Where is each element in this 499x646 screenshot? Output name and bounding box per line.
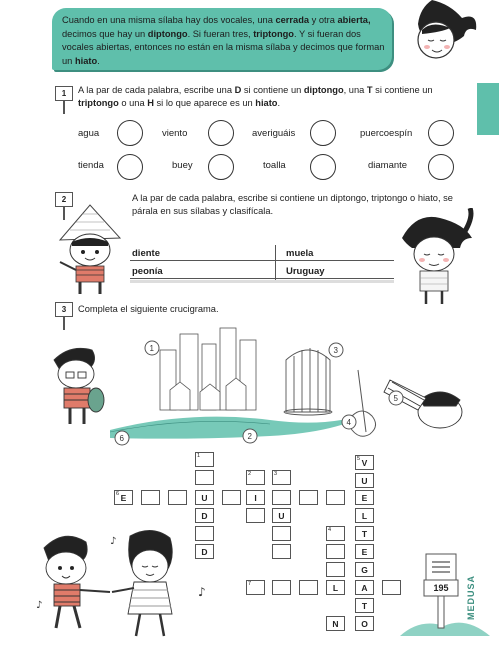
crossword-cell[interactable] (222, 490, 241, 505)
picture-number-1: 1 (149, 344, 154, 353)
crossword-cell[interactable] (168, 490, 187, 505)
brand-logo: MEDUSA (466, 574, 476, 620)
crossword-cell[interactable]: 3 (272, 470, 291, 485)
word-averiguais: averiguáis (252, 128, 296, 139)
page-number: 195 (433, 583, 449, 593)
crossword-cell[interactable] (326, 562, 345, 577)
crossword-cell[interactable]: I (246, 490, 265, 505)
picture-number-4: 4 (346, 418, 351, 427)
answer-circle-diamante[interactable] (428, 154, 454, 180)
crossword-cell[interactable]: T (355, 598, 374, 613)
crossword-cell[interactable] (195, 470, 214, 485)
crossword-cell[interactable]: 7 (246, 580, 265, 595)
svg-text:♪: ♪ (110, 536, 117, 547)
exercise-3-instruction: Completa el siguiente crucigrama. (78, 304, 219, 314)
picture-number-5: 5 (393, 394, 398, 403)
girl-illustration-top (392, 0, 482, 90)
crossword-cell[interactable] (326, 490, 345, 505)
crossword-cell[interactable]: A (355, 580, 374, 595)
word-diamante: diamante (368, 160, 408, 171)
svg-text:♪: ♪ (198, 585, 206, 599)
crossword-cell[interactable] (272, 490, 291, 505)
crossword-cell[interactable] (299, 490, 318, 505)
crossword-cell[interactable]: E (355, 490, 374, 505)
girl-illustration-right (392, 208, 477, 308)
crossword-cell[interactable]: D (195, 544, 214, 559)
svg-text:♪: ♪ (36, 600, 43, 611)
exercise-2-sign: 2 (55, 192, 73, 207)
crossword-cell[interactable]: 1 (195, 452, 214, 467)
crossword-cell[interactable]: E (355, 544, 374, 559)
exercise-2-instruction: A la par de cada palabra, escribe si contiene un diptongo, triptongo o hiato, se párala en sus sílabas y clasifícala. (132, 193, 453, 216)
crossword-cell[interactable]: L (326, 580, 345, 595)
answer-circle-puercoespin[interactable] (428, 120, 454, 146)
crossword-cell[interactable] (272, 526, 291, 541)
crossword-scene-illustration (40, 320, 480, 448)
table-bottom (130, 280, 394, 283)
picture-number-6: 6 (119, 434, 124, 443)
crossword-cell[interactable]: U (272, 508, 291, 523)
answer-circle-buey[interactable] (208, 154, 234, 180)
page-side-tab (477, 83, 499, 135)
crossword-cell[interactable] (326, 544, 345, 559)
picture-number-2: 2 (247, 432, 252, 441)
word-agua: agua (78, 128, 100, 139)
table-line (130, 260, 394, 261)
word-puercoespin: puercoespín (360, 128, 413, 139)
crossword-cell[interactable]: U (195, 490, 214, 505)
crossword-cell[interactable] (272, 544, 291, 559)
answer-circle-averiguais[interactable] (310, 120, 336, 146)
table-word-muela: muela (286, 248, 314, 259)
crossword-cell[interactable]: T (355, 526, 374, 541)
crossword-cell[interactable]: L (355, 508, 374, 523)
crossword-cell[interactable] (246, 508, 265, 523)
word-viento: viento (162, 128, 188, 139)
crossword-cell[interactable]: G (355, 562, 374, 577)
crossword-cell[interactable] (195, 526, 214, 541)
word-tienda: tienda (78, 160, 104, 171)
crossword-cell[interactable] (299, 580, 318, 595)
exercise-3-sign: 3 (55, 302, 73, 317)
crossword-cell[interactable] (382, 580, 401, 595)
crossword-cell[interactable] (272, 580, 291, 595)
table-line (130, 278, 394, 279)
callout-text: Cuando en una misma sílaba hay dos vocales, una cerrada y otra abierta, decimos que hay un diptongo. Si fueran tres, triptongo. Y si fueran dos vocales abiertas, entonces no están en la misma sílaba y decimos que forman un hiato. (62, 15, 385, 66)
crossword-cell[interactable]: 2 (246, 470, 265, 485)
table-word-peonia: peonía (132, 266, 163, 277)
crossword-cell[interactable]: N (326, 616, 345, 631)
answer-circle-viento[interactable] (208, 120, 234, 146)
answer-circle-tienda[interactable] (117, 154, 143, 180)
table-divider (275, 245, 276, 281)
word-buey: buey (172, 160, 193, 171)
exercise-1-instruction: A la par de cada palabra, escribe una D si contiene un diptongo, una T si contiene un triptongo o una H si lo que aparece es un hiato. (78, 85, 433, 108)
crossword-cell[interactable]: U (355, 473, 374, 488)
answer-circle-toalla[interactable] (310, 154, 336, 180)
crossword-cell[interactable]: 4 (326, 526, 345, 541)
crossword-cell[interactable] (141, 490, 160, 505)
sign-post (63, 100, 65, 114)
crossword-cell[interactable]: O (355, 616, 374, 631)
crossword-cell[interactable]: 5 V (355, 455, 374, 470)
exercise-1-sign: 1 (55, 86, 73, 101)
boy-illustration (50, 200, 130, 295)
word-toalla: toalla (263, 160, 286, 171)
children-dancing-illustration (30, 528, 220, 646)
table-word-uruguay: Uruguay (286, 266, 325, 277)
answer-circle-agua[interactable] (117, 120, 143, 146)
table-word-diente: diente (132, 248, 160, 259)
crossword-cell[interactable]: 6 E (114, 490, 133, 505)
crossword-cell[interactable]: D (195, 508, 214, 523)
picture-number-3: 3 (333, 346, 338, 355)
